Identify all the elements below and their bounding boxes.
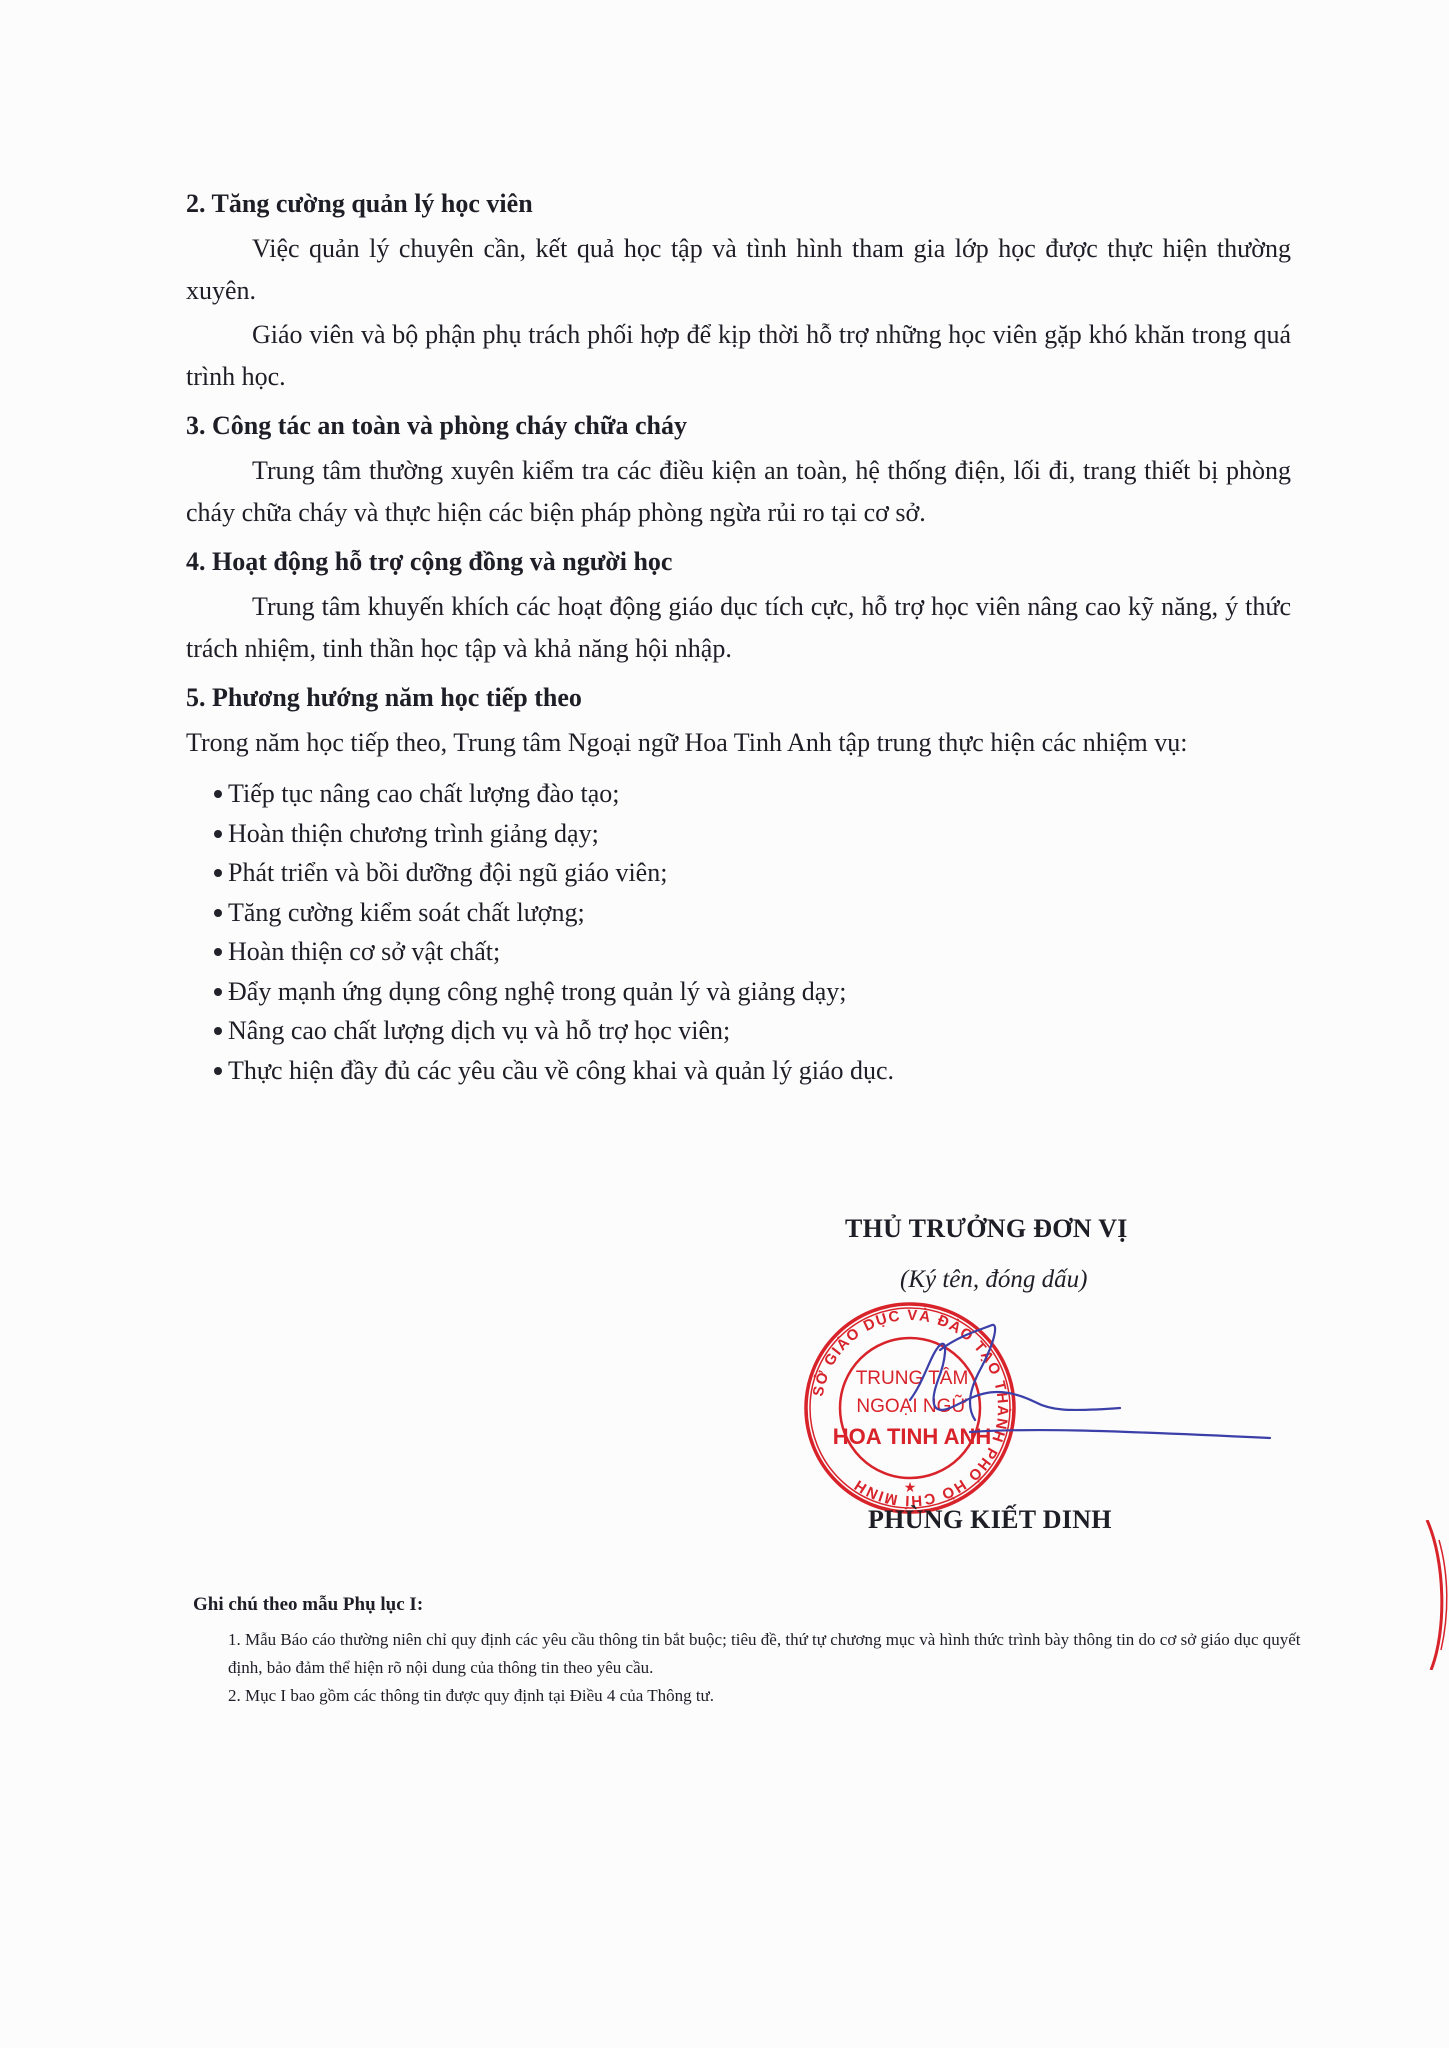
signature-note: (Ký tên, đóng dấu) [900,1266,1088,1293]
section-heading-3: 3. Công tác an toàn và phòng cháy chữa cháy [186,411,687,440]
section-2-paragraph-1: Việc quản lý chuyên cần, kết quả học tập và tình hình tham gia lớp học được thực hiện thường xuyên. [186,234,1291,305]
list-item: Phát triển và bồi dưỡng đội ngũ giáo viên; [214,853,1291,893]
section-5-intro: Trong năm học tiếp theo, Trung tâm Ngoại ngữ Hoa Tinh Anh tập trung thực hiện các nhiệm vụ: [186,728,1188,757]
section-heading-2: 2. Tăng cường quản lý học viên [186,189,533,218]
section-3-paragraph-1: Trung tâm thường xuyên kiểm tra các điều kiện an toàn, hệ thống điện, lối đi, trang thiết bị phòng cháy chữa cháy và thực hiện các biện pháp phòng ngừa rủi ro tại cơ sở. [186,456,1291,527]
list-item: Đẩy mạnh ứng dụng công nghệ trong quản lý và giảng dạy; [214,972,1291,1012]
bullet-icon [214,948,222,956]
list-item: Hoàn thiện chương trình giảng dạy; [214,814,1291,854]
svg-text:★: ★ [903,1480,917,1496]
note-item-2: 2. Mục I bao gồm các thông tin được quy định tại Điều 4 của Thông tư. [228,1686,715,1705]
bullet-icon [214,830,222,838]
svg-text:SỞ GIÁO DỤC VÀ ĐÀO TẠO THÀNH P: SỞ GIÁO DỤC VÀ ĐÀO TẠO THÀNH PHỐ HỒ CHÍ MINH [809,1306,1012,1510]
notes-title: Ghi chú theo mẫu Phụ lục I: [193,1594,424,1615]
bullet-icon [214,869,222,877]
list-item: Hoàn thiện cơ sở vật chất; [214,932,1291,972]
report-body [186,176,1291,1090]
bullet-icon [214,1027,222,1035]
section-2-paragraph-2: Giáo viên và bộ phận phụ trách phối hợp để kịp thời hỗ trợ những học viên gặp khó khăn trong quá trình học. [186,320,1291,391]
bullet-icon [214,988,222,996]
stamp-line-1: TRUNG TÂM [855,1368,969,1389]
bullet-icon [214,909,222,917]
section-heading-5: 5. Phương hướng năm học tiếp theo [186,683,582,712]
footnotes [193,1594,1303,1710]
note-item-1: 1. Mẫu Báo cáo thường niên chỉ quy định các yêu cầu thông tin bắt buộc; tiêu đề, thứ tự chương mục và hình thức trình bày thông tin do cơ sở giáo dục quyết định, bảo đảm thể hiện rõ nội dung của thông tin theo yêu cầu. [228,1630,1301,1677]
list-item: Tiếp tục nâng cao chất lượng đào tạo; [214,774,1291,814]
list-item: Tăng cường kiểm soát chất lượng; [214,893,1291,933]
bullet-icon [214,790,222,798]
stamp-line-3: HOA TINH ANH [832,1424,992,1449]
edge-seal-fragment [1425,1520,1449,1670]
handwritten-signature [880,1320,1280,1500]
section-4-paragraph-1: Trung tâm khuyến khích các hoạt động giáo dục tích cực, hỗ trợ học viên nâng cao kỹ năng, ý thức trách nhiệm, tinh thần học tập và khả năng hội nhập. [186,592,1291,663]
stamp-line-2: NGOẠI NGỮ [856,1396,968,1417]
task-list [214,774,1291,1090]
bullet-icon [214,1067,222,1075]
signer-name: PHÙNG KIẾT DINH [868,1505,1112,1534]
signature-title: THỦ TRƯỞNG ĐƠN VỊ [845,1214,1128,1243]
section-heading-4: 4. Hoạt động hỗ trợ cộng đồng và người học [186,547,673,576]
list-item: Thực hiện đầy đủ các yêu cầu về công khai và quản lý giáo dục. [214,1051,1291,1091]
list-item: Nâng cao chất lượng dịch vụ và hỗ trợ học viên; [214,1011,1291,1051]
